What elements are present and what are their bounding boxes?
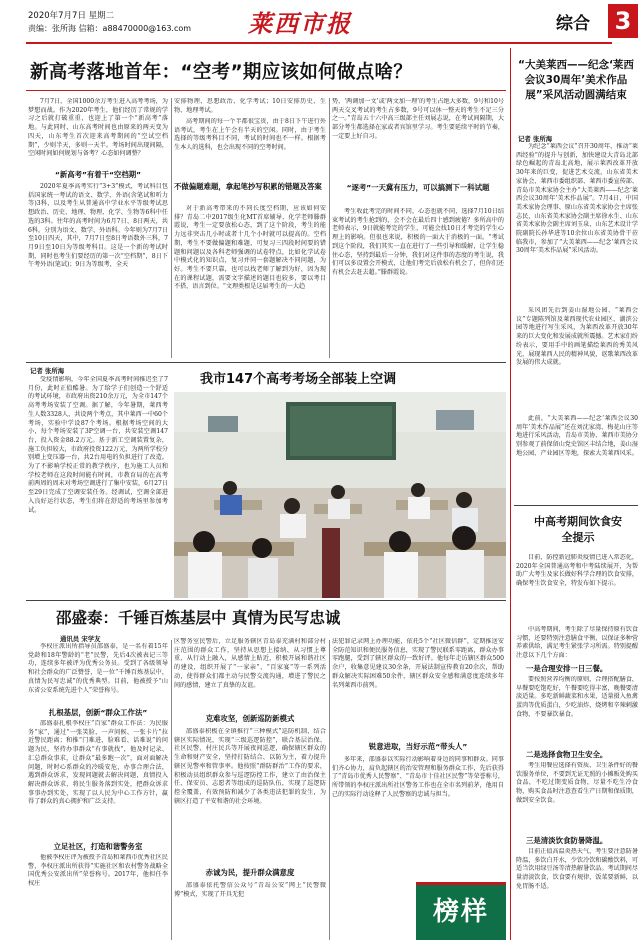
sidebar-divider [510,48,511,940]
article1-col1-body: 2020年夏季高考实行“3+3”模式，考试科目包括国家统一考试的语文、数学、外语(含笔试和听力等)3科，以及考生从普通高中学业水平等级考试思想政治、历史、地理、物理、化学、生物等6科中任选的3科。往年的高考时间为6月7日、8日两天，共6科，分别为语文、数学、外语科。今年则为7月7日至10日四天，其中，7月7日至8日考语数外三科，7月9日至10日为等级考科目。这是一个新的考试时期，同时也考生们要经历的第一次“空档期”，8日下午考外语(笔试)；9日为等级考，全天 [28,183,168,269]
header-editor: 责编：张所海 信箱：a88470000@163.com [28,24,192,33]
sidebar-body-c: 此前，“大美莱西——纪念‘莱西会议30周年’美术作品展”还在刘沈家湾、梅花山庄等地进行采风活动，青岛市美协、莱西市美协分别参观了前保留山党史馆区丰结合地，姜山湿地公园、产业园区等地，探索大美莱西风采。 [516,415,638,457]
article3-col3-body: 法犯罪记录网上办理功能，依托5个“社区微信群”，定期推送安全防范知识和便民服务信息，实现了警民联系零距离，群众办事零跑腿，受到了辖区群众的一致好评。他每年走访辖区群众500余户，收集意见建议30余条，开展法制宣传教育20余次，帮助群众解决实际困难50余件，辖区群众安全感和满意度连续多年名列莱西市前列。 [332,638,504,689]
article3-title: 邵盛泰：千锤百炼基层中 真情为民写忠诚 [56,609,341,627]
newspaper-logo: 莱西市报 [248,9,352,38]
article3-col2-body-c: 邵盛泰依托警信公众号“青岛公安”网上“民警微博”模式，实现了开具无犯 [174,882,326,898]
classroom-photo-image [174,392,506,598]
article3-byline: 通讯员 宋学友 [60,635,101,643]
notice-title: 中高考期间饮食安全提示 [534,515,622,544]
article3-col1-subheading: 扎根基层，创新“群众工作法” [48,708,148,717]
role-model-banner [416,882,506,940]
article2-top-rule [26,362,506,363]
header-date: 2020年7月7日 星期二 [28,11,115,21]
notice-item2-heading: 二是选择食物卫生安全。 [526,750,608,759]
article3-col-divider-2 [329,640,330,940]
article2-byline: 记者 张所海 [30,367,65,375]
article2-body: 受疫情影响，今年全国夏季高考时间推迟至了7月份，此时正值酷暑。为了给学子们创造一个舒适的考试环境，市政府出资210余万元，为全市147个高考考场安装了空调。据了解，今年暑期，莱西考生人数3328人，共设两个考点，其中莱西一中60个考场，实验中学设87个考场。根据考场空间的大小，每个考场安装了3P空调一台，共安装空调147台，投入资金88.2万元。基于新工空调装置复杂，施工负担较大，市政府投资122万元，为两所学校分别增上变压器一台，共2台用电的负担进行了改造。为了不影响学校正常的教学秩序，也为施工人员和学校老师在这段时间能有时间，市教育局的在高考前两周的周末对考场空调进行了集中安装，6月27日至29日完成了空调安装任务。经调试，空调全部进入良好运行状态，考生们将在舒适的考场里参加考试。 [28,376,168,514]
article1-col2-subheading: 不做偏题难题，拿起笔抄写积累的错题及答案 [174,182,322,191]
article3-col1-body-c: 他被李权庄评为被授予青岛和莱西市优秀社区民警，李权庄派出所获得“实施社区和农村警务战略全国优秀公安派出所”荣誉称号。2017年，他担任李权庄 [28,854,168,888]
photo-caption: 我市147个高考考场全部装上空调 [200,372,397,387]
article1-col-divider-2 [329,98,330,358]
article1-title: 新高考落地首年：“空考”期应该如何做点啥？ [30,62,413,83]
article3-col1-subheading-b: 立足社区，打造和谐警务室 [53,842,143,851]
notice-item3-heading: 三是清淡饮食防暑降温。 [526,836,608,845]
article1-col-divider-1 [171,98,172,358]
article3-col2-body-b: 邵盛泰积极在全镇推行“三种模式”巡防机制，结合辖区实际情况，实现“三级巡逻防控”，联合基层治保、社区民警、村庄民兵等开展夜间巡逻，确保辖区群众的生命和财产安全，坚持打防结合、以防为主，着力提升辖区见警率和管事率。他按照“群防群治”工作的要求，积极动员组织群众参与巡逻防控工作，建立了由治保主任、保安员、志愿者等组成的巡防队伍，实现了巡逻防控全覆盖，有效预防和减少了各类违法犯罪的发生，为辖区打造了平安和谐的社会环境。 [174,728,326,805]
notice-item1-body: 要按照营养均衡的原则，合理搭配膳食，早餐要吃饱吃好，午餐要吃得丰富，晚餐要清淡适量。多吃新鲜蔬菜和水果，适量摄入鱼禽蛋肉等优质蛋白，少吃油炸、烧烤和辛辣刺激食物，不要暴饮暴食。 [516,676,638,718]
article1-col2-body-a: 安排物理、思想政治、化学考试；10日安排历史、生物、地理考试。 [174,98,326,114]
notice-intro: 目前，防控新冠肺炎疫情已进入常态化，2020年全国普通高考和中考陆续展开，为帮助广大考生及家长做好科学合理的饮食安排，确保考生饮食安全，特发布如下提示。 [516,554,638,588]
notice-top-rule [514,505,638,506]
page-number-badge [608,4,638,38]
article3-col3-subheading: 锐意进取，当好示范“带头人” [368,742,468,751]
article1-col1-intro: 7月7日，全国1000余万考生进入高考考场，为梦想而战。作为2020年考生，他们经历了常规的学习之后就打破重重，也迎上了第一个“新高考”落地。与此同时，山东高考时间也由原来的两天变为四天，山东考生首次迎来高考期间的“空试空档期”，少则半天，多则一天半。考场时间出现间隔，空闲时间如何规划与备考？心态如何调整？ [28,98,168,158]
classroom-photo [174,392,506,598]
article3-col1-body: 李权庄派出所指导员邵盛泰，是一名有着15年党龄和18年警龄的“老”民警，先后4次被表记三等功，连续多年被评为优秀公务员。受到了各级领导和社会群众的广泛赞誉，是一位“千锤百炼基层中，真情为民写忠诚”的优秀典型。目前，他被授予“山东省公安系统先进个人”荣誉称号。 [28,643,168,694]
article3-col2-subheading: 克难攻坚，创新巡防新模式 [205,714,295,723]
sidebar-title: “大美莱西——纪念‘莱西会议30周年’美术作品展”采风活动圆满结束 [518,59,634,101]
article1-title-rule [26,90,506,91]
sidebar-body-b: 采风团先后到姜山湿地公园、“莱西会议”专题陈列馆及莱西现代农业园区、湖滨公园等地进行写生采风，为莱西改革开放30年来的巨大变化和发展成就所震撼。艺术家们纷纷表示，要用手中的画笔描绘莱西的秀美风光，展现莱西人民的精神风貌，讴歌莱西改革发展的伟大成就。 [516,307,638,367]
article3-col2-body: 区警务室民警后，立足服务辖区青岛泰充满村和部分村庄范围的群众工作，坚持从思想上接纳、从习惯上尊重、从行动上融入，从感情上贴近，积极开展和谐社区的建设，组织开展了“一家亲”、“百家宴”等一系列活动，使得群众们都主动与民警交流沟通，增进了警民之间的感情，建立了真挚的友谊。 [174,638,326,689]
page-header [0,0,643,44]
notice-item2-body: 考生用餐应选择有资质、卫生条件好的餐饮服务单位，不要到无证无照的小摊贩处购买食品，不吃过期变质食物，尽量不吃生冷食物，购买食品时注意查看生产日期和保质期，做到安全饮食。 [516,762,638,804]
sidebar-body-a: 为纪念“莱西会议”召开30周年，推动“莱西经验”的提升与创新，加快建设大青岛北部绿色崛起的青岛北高地，展示莱西改革开放30年来的巨变，促进艺术交流，山东省美术家协会、莱西市委组织部、莱西市委宣传部、青岛市美术家协会主办“大美莱西——纪念‘莱西会议30周年’美术作品展”。7月4日，中国美术家协会理事、原山东省美术家协会主席张志民，山东省美术家协会副主席徐永生、山东省美术家协会副主席刘玉泉，山东艺术设计学院副院长孙华进等10余位山东省美协骨干莅临我市，参加了“大美莱西——纪念‘莱西会议30周年’美术作品展”采风活动。 [516,143,638,255]
article1-col3-subheading: “逐考”一天冀有压力，可以搞测下一科试题 [346,183,490,192]
notice-intro-b: 中高考期间，考生除了尽量保持原有饮食习惯，还要特别注意膳食平衡，以保证多种营养素供给，满足考生紧张学习所需。特别提醒注意以下几个方面： [516,626,638,660]
article1-col3-body-a: 势，‘两调加一文’或‘两文加一理’的考生占绝大多数，9号和10号两天交叉考试的考生占多数，9号可以休一整天的考生不足三分之一。”青岛五十六中高三级部主任刘展志说，在考试间隔期，大部分考生都选择在家或者宾馆里学习。考生要延续平时的节奏，一定要上好自习。 [332,98,504,140]
article1-col2-body-c: 对于新高考带来的不同长度空档期，应该如何安排？青岛二中2017级生化MT首席辅导、化学老师滕群霞说，考生一定要放松心态，到了这个阶段，考生的能力远非突击几小时或者十几个小时就可以提高的。空档期，考生不要做偏题和难题，可复习三四段时间要的错题和问题以及各科老师强调的试卷特点，比如化学试卷中模式化的知识点，复习并同一套题解决不同问题，为好。考生不要只靠，也可以找老师了解到为好，因为现在的课程试题，需要文字描述的题目也较多，要以考目不搭，语言到位。“文理类根是这届考生的一大趋 [174,205,326,291]
article3-top-rule [26,600,506,601]
article1-col1-subheading: “新高考”有着干“空档期” [55,170,141,179]
header-rule [26,42,612,44]
page-number: 3 [614,7,632,35]
section-name: 综合 [556,14,590,34]
banner-text: 榜样 [432,897,489,927]
article3-col1-body-b: 邵盛泰扎根李权庄“百家”群众工作法：为民服务“家”，通过“一张笑脸、一声问候、一张卡片”拉近警民距离；和推“门难进、脸难看、话难说”的问题为民，坚持办事群众“有事就找”，他及时记录、汇总群众事求，让群众“最多跑一次”，面对面解决问题，时时心系群众的冷暖安危，办事合理合法，遇到群众诉求，发现问题就去解决问题，真情投入解决群众诉求，将民生服务落到实处，把群众诉求事事办到实处，实现了以人民为中心工作方针，赢得了群众的真心拥护和广泛支持。 [28,720,168,806]
notice-item3-body: 目前正值高温炎热天气，考生要注意防暑降温，多饮白开水，少饮冷饮和碳酸饮料，可适当饮用绿豆汤等清热解暑饮品。考试期间尽量清淡饮食，饮食要有规律，饭菜要新鲜，以免胃肠不适。 [516,848,638,890]
article1-col3-body-b: 考生收此考完的时间不同，心态也就不同，选择7月10日结束考试的考生抢到的，会不会在最后四十感到疲倦？多所高中的老师表示，9日就能考完的学生，可能会找10日才考完的学生心理上的影响。但很也来说，积极的一面大于消极的一面。“考试到这个阶段，我们其实一直在进行了一些引导和缓解，让学生稳住心态，坚持到最后一分钟，我们对这件事的态度的考生说，我们可以多设置会开模式，让他们考完后放松有机会了，但你们还有机会去赶去超。”滕群霞说。 [332,208,504,276]
notice-item1-heading: 一是合理安排一日三餐。 [526,664,608,673]
article3-col-divider-1 [171,640,172,940]
sidebar-byline: 记者 张所海 [518,135,553,143]
article3-col2-subheading-b: 赤诚为民，提升群众满意度 [205,868,295,877]
article3-col3-body-b: 多年来，邵盛泰以实际行动影响着身边的同事和群众。同事们齐心协力，肩负起辖区的治安管理和服务群众工作，先后获得了“青岛市优秀人民警察”、“青岛市十佳社区民警”等荣誉称号，所带领的李权庄派出所社区警务工作也在全市名列前茅，他用自己的实际行动诠释了人民警察的忠诚与担当。 [332,756,504,798]
article1-col2-body-b: 高考期间的每一个半都很宝贵，由于8日下午进行外语考试，考生在上午会有半天的空闲。同时，由于考生选择的等级考科目不同，考试的时间也不一样。根据考生本人的选科，也会出现不同的空考时间。 [174,118,326,152]
